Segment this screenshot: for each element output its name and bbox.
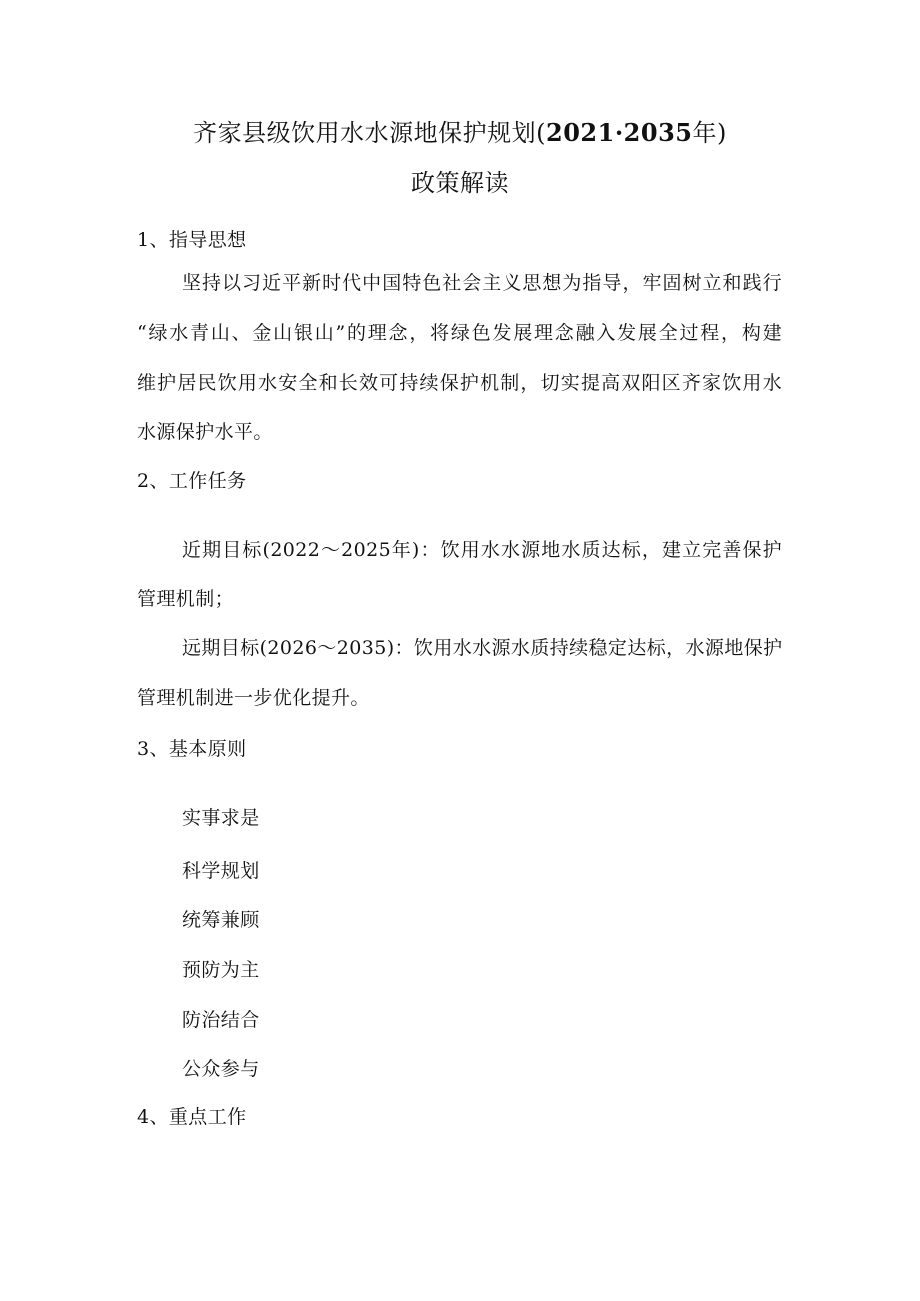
paragraph-line: 维护居民饮用水安全和长效可持续保护机制，切实提高双阳区齐家饮用水 bbox=[137, 372, 782, 394]
section-heading: 4、重点工作 bbox=[137, 1106, 247, 1128]
paragraph-line: 近期目标(2022～2025年)：饮用水水源地水质达标，建立完善保护 bbox=[182, 539, 782, 561]
list-item: 防治结合 bbox=[182, 1009, 260, 1031]
document-title bbox=[0, 118, 920, 148]
paragraph-line: 坚持以习近平新时代中国特色社会主义思想为指导，牢固树立和践行 bbox=[182, 272, 782, 294]
title-years: 2021·2035 bbox=[546, 118, 693, 147]
list-item: 统筹兼顾 bbox=[182, 909, 260, 931]
list-item: 公众参与 bbox=[182, 1058, 260, 1080]
paragraph-line: 管理机制； bbox=[137, 588, 235, 610]
paragraph-line: 水源保护水平。 bbox=[137, 421, 273, 443]
title-prefix: 齐家县级饮用水水源地保护规划( bbox=[193, 119, 547, 147]
section-heading: 2、工作任务 bbox=[137, 470, 247, 492]
list-item: 科学规划 bbox=[182, 860, 260, 882]
document-subtitle: 政策解读 bbox=[411, 169, 509, 197]
section-heading: 1、指导思想 bbox=[137, 229, 247, 251]
paragraph-line: 远期目标(2026～2035)：饮用水水源水质持续稳定达标，水源地保护 bbox=[182, 637, 783, 659]
paragraph-line: “绿水青山、金山银山”的理念，将绿色发展理念融入发展全过程，构建 bbox=[137, 322, 782, 344]
title-suffix: 年) bbox=[692, 119, 727, 147]
list-item: 预防为主 bbox=[182, 959, 260, 981]
section-heading: 3、基本原则 bbox=[137, 738, 247, 760]
list-item: 实事求是 bbox=[182, 807, 260, 829]
paragraph-line: 管理机制进一步优化提升。 bbox=[137, 687, 370, 709]
